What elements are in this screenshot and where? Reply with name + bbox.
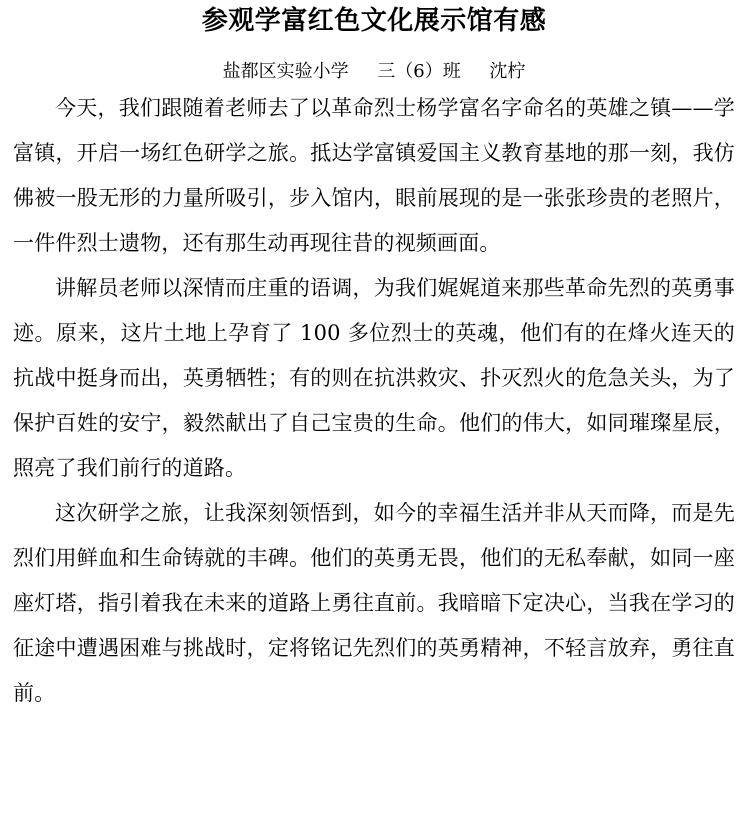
essay-title: 参观学富红色文化展示馆有感 (201, 6, 547, 36)
essay-body (13, 86, 735, 716)
paragraph-2: 讲解员老师以深情而庄重的语调，为我们娓娓道来那些革命先烈的英勇事迹。原来，这片土地上孕育了 100 多位烈士的英魂，他们有的在烽火连天的抗战中挺身而出，英勇牺牲；有的则在抗洪救灾、扑灭烈火的危急关头，为了保护百姓的安宁，毅然献出了自己宝贵的生命。他们的伟大，如同璀璨星辰，照亮了我们前行的道路。 (13, 276, 735, 480)
paragraph-3: 这次研学之旅，让我深刻领悟到，如今的幸福生活并非从天而降，而是先烈们用鲜血和生命铸就的丰碑。他们的英勇无畏，他们的无私奉献，如同一座座灯塔，指引着我在未来的道路上勇往直前。我暗暗下定决心，当我在学习的征途中遭遇困难与挑战时，定将铭记先烈们的英勇精神，不轻言放弃，勇往直前。 (13, 501, 735, 705)
paragraph-1: 今天，我们跟随着老师去了以革命烈士杨学富名字命名的英雄之镇——学富镇，开启一场红色研学之旅。抵达学富镇爱国主义教育基地的那一刻，我仿佛被一股无形的力量所吸引，步入馆内，眼前展现的是一张张珍贵的老照片，一件件烈士遗物，还有那生动再现往昔的视频画面。 (13, 96, 735, 255)
author-byline: 盐都区实验小学 三（6）班 沈柠 (222, 61, 526, 82)
